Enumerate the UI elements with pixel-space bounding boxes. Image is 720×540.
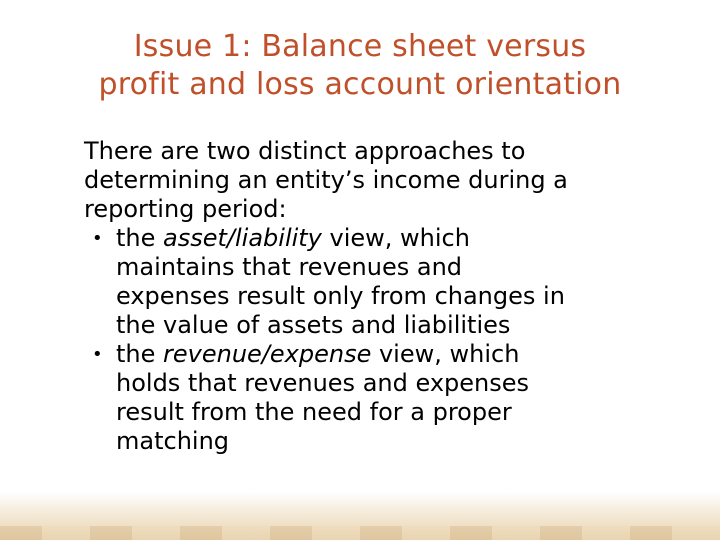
bullet-dot-icon: • — [92, 228, 103, 249]
floor-boards — [0, 526, 720, 540]
title-line-2: profit and loss account orientation — [98, 67, 622, 102]
bullet-line: the value of assets and liabilities — [116, 311, 511, 339]
bullet-line: matching — [116, 427, 230, 455]
bullet-line — [116, 224, 684, 253]
decorative-floor-band — [0, 492, 720, 540]
slide-title — [20, 28, 700, 104]
bullet-line: result from the need for a proper — [116, 398, 512, 426]
bullet-line — [116, 340, 684, 369]
bullet-rest: view, which — [371, 340, 520, 368]
bullet-line: expenses result only from changes in — [116, 282, 565, 310]
bullet-item-revenue-expense — [84, 340, 684, 456]
bullet-rest: view, which — [321, 224, 470, 252]
bullet-item-asset-liability — [84, 224, 684, 340]
bullet-line: maintains that revenues and — [116, 253, 463, 281]
bullet-prefix: the — [116, 224, 164, 252]
intro-paragraph — [84, 137, 684, 224]
bullet-term: asset/liability — [163, 224, 322, 252]
bullet-list — [84, 224, 684, 456]
bullet-term: revenue/expense — [163, 340, 372, 368]
bullet-line: holds that revenues and expenses — [116, 369, 530, 397]
intro-line-1: There are two distinct approaches to — [84, 137, 526, 165]
intro-line-3: reporting period: — [84, 195, 287, 223]
intro-line-2: determining an entity’s income during a — [84, 166, 568, 194]
bullet-dot-icon: • — [92, 344, 103, 365]
bullet-prefix: the — [116, 340, 164, 368]
slide-body — [84, 137, 684, 456]
title-line-1: Issue 1: Balance sheet versus — [133, 29, 587, 64]
